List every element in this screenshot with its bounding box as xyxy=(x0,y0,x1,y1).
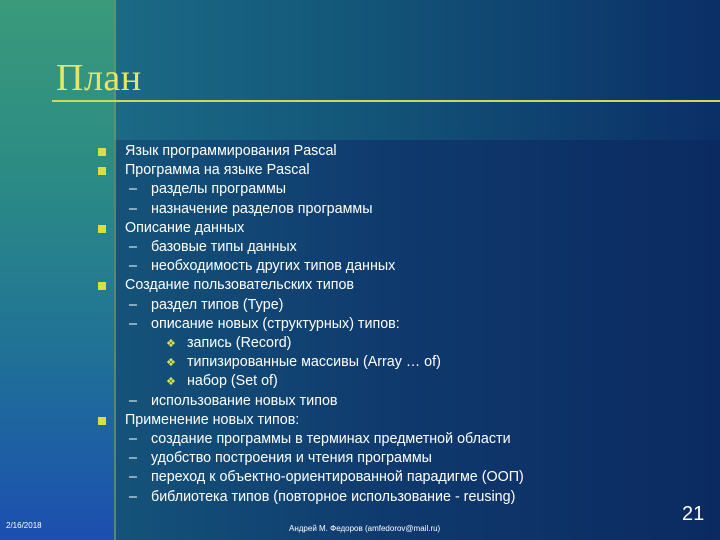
footer-date: 2/16/2018 xyxy=(6,521,42,530)
list-item xyxy=(96,315,706,334)
diamond-bullet-icon: ❖ xyxy=(166,338,176,351)
dash-bullet-icon: – xyxy=(129,315,137,332)
list-item xyxy=(96,219,706,238)
list-item-text: описание новых (структурных) типов: xyxy=(151,315,400,332)
list-item xyxy=(96,430,706,449)
list-item xyxy=(96,468,706,487)
list-item-text: базовые типы данных xyxy=(151,239,297,256)
diamond-bullet-icon: ❖ xyxy=(166,376,176,389)
page-number: 21 xyxy=(682,503,705,525)
list-item-text: запись (Record) xyxy=(187,335,292,352)
list-item xyxy=(96,353,706,372)
list-item xyxy=(96,449,706,468)
slide-title: План xyxy=(56,57,142,99)
list-item-text: использование новых типов xyxy=(151,392,338,409)
dash-bullet-icon: – xyxy=(129,296,137,313)
list-item xyxy=(96,392,706,411)
list-item-text: переход к объектно-ориентированной парадигме (ООП) xyxy=(151,469,524,486)
list-item-text: Создание пользовательских типов xyxy=(125,277,355,294)
list-item-text: удобство построения и чтения программы xyxy=(151,450,432,467)
list-item xyxy=(96,238,706,257)
list-item xyxy=(96,334,706,353)
dash-bullet-icon: – xyxy=(129,200,137,217)
square-bullet-icon xyxy=(98,417,106,425)
list-item-text: создание программы в терминах предметной области xyxy=(151,431,511,448)
list-item xyxy=(96,200,706,219)
list-item-text: Программа на языке Pascal xyxy=(125,162,310,179)
square-bullet-icon xyxy=(98,148,106,156)
dash-bullet-icon: – xyxy=(129,258,137,275)
diamond-bullet-icon: ❖ xyxy=(166,357,176,370)
list-item-text: раздел типов (Type) xyxy=(151,296,284,313)
dash-bullet-icon: – xyxy=(129,392,137,409)
list-item-text: Применение новых типов: xyxy=(125,411,300,428)
list-item-text: Язык программирования Pascal xyxy=(125,143,337,159)
list-item xyxy=(96,276,706,295)
list-item xyxy=(96,372,706,391)
dash-bullet-icon: – xyxy=(129,488,137,505)
list-item xyxy=(96,257,706,276)
list-item-text: набор (Set of) xyxy=(187,373,278,390)
title-band xyxy=(114,0,720,140)
list-item-text: назначение разделов программы xyxy=(151,200,373,217)
list-item xyxy=(96,488,706,507)
footer-author: Андрей М. Федоров (amfedorov@mail.ru) xyxy=(289,524,441,533)
title-underline xyxy=(52,100,720,102)
dash-bullet-icon: – xyxy=(129,239,137,256)
list-item xyxy=(96,411,706,430)
square-bullet-icon xyxy=(98,225,106,233)
list-item-text: библиотека типов (повторное использование - reusing) xyxy=(151,488,516,505)
list-item xyxy=(96,142,706,161)
list-item-text: Описание данных xyxy=(125,219,245,236)
square-bullet-icon xyxy=(98,167,106,175)
dash-bullet-icon: – xyxy=(129,181,137,198)
dash-bullet-icon: – xyxy=(129,450,137,467)
list-item xyxy=(96,161,706,180)
list-item xyxy=(96,180,706,199)
list-item-text: разделы программы xyxy=(151,181,287,198)
list-item-text: необходимость других типов данных xyxy=(151,258,396,275)
list-item xyxy=(96,296,706,315)
slide-outline xyxy=(96,142,706,507)
square-bullet-icon xyxy=(98,282,106,290)
dash-bullet-icon: – xyxy=(129,431,137,448)
list-item-text: типизированные массивы (Array … of) xyxy=(187,354,441,371)
dash-bullet-icon: – xyxy=(129,469,137,486)
